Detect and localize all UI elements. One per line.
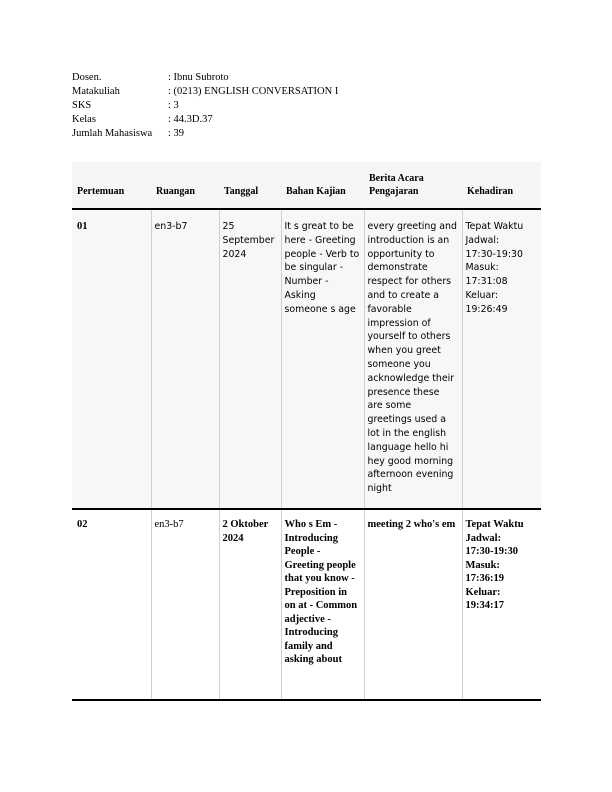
- cell-tanggal: 25 September 2024: [219, 216, 281, 509]
- kehadiran-status: Tepat Waktu: [465, 519, 524, 530]
- cell-tanggal: 2 Oktober 2024: [219, 509, 281, 700]
- table-header-row: [72, 162, 541, 209]
- kelas-label: Kelas: [72, 114, 96, 125]
- kehadiran-jadwal-value: 17:30-19:30: [465, 546, 518, 557]
- cell-pertemuan: 02: [72, 509, 151, 700]
- table-row: [72, 216, 541, 509]
- dosen-value: : Ibnu Subroto: [168, 72, 229, 83]
- cell-bahan-kajian: Who s Em - Introducing People - Greeting people that you know - Preposition in on at - Common adjective - Introducing family and asking about: [281, 509, 364, 700]
- cell-berita-acara: every greeting and introduction is an opportunity to demonstrate respect for others and to create a favorable impression of yourself to others when you greet someone you acknowledge their presence these are some greetings used a lot in the english language hello hi hey good morning afternoon evening night: [364, 216, 462, 509]
- header-ruangan: Ruangan: [151, 162, 219, 209]
- kehadiran-masuk-label: Masuk:: [465, 559, 500, 571]
- kehadiran-keluar-label: Keluar:: [465, 289, 499, 301]
- kelas-value: : 44.3D.37: [168, 114, 213, 125]
- cell-pertemuan: 01: [72, 216, 151, 509]
- info-sks: [72, 99, 338, 113]
- info-dosen: [72, 71, 338, 85]
- kehadiran-keluar-value: 19:34:17: [465, 600, 504, 611]
- cell-ruangan: en3-b7: [151, 509, 219, 700]
- kehadiran-masuk-value: 17:36:19: [465, 573, 504, 584]
- kehadiran-jadwal-label: Jadwal:: [465, 532, 502, 544]
- cell-berita-acara: meeting 2 who's em: [364, 509, 462, 700]
- info-jumlah-mahasiswa: [72, 127, 338, 141]
- kehadiran-keluar-label: Keluar:: [465, 586, 501, 598]
- kehadiran-keluar-value: 19:26:49: [465, 303, 508, 315]
- header-berita-acara: Berita Acara Pengajaran: [364, 162, 462, 209]
- matakuliah-value: : (0213) ENGLISH CONVERSATION I: [168, 86, 339, 97]
- cell-bahan-kajian: It s great to be here - Greeting people - Verb to be singular - Number - Asking someone s age: [281, 216, 364, 509]
- kehadiran-jadwal-value: 17:30-19:30: [465, 248, 523, 260]
- jumlah-value: : 39: [168, 128, 185, 139]
- sks-label: SKS: [72, 100, 92, 111]
- sks-value: : 3: [168, 100, 179, 111]
- kehadiran-masuk-value: 17:31:08: [465, 276, 508, 288]
- matakuliah-label: Matakuliah: [72, 86, 120, 97]
- header-kehadiran: Kehadiran: [462, 162, 541, 209]
- table-row: [72, 509, 541, 700]
- header-bahan-kajian: Bahan Kajian: [281, 162, 364, 209]
- attendance-table: [72, 162, 541, 701]
- jumlah-label: Jumlah Mahasiswa: [72, 128, 153, 139]
- cell-kehadiran: [462, 216, 541, 509]
- table-spacer: [72, 209, 541, 216]
- header-tanggal: Tanggal: [219, 162, 281, 209]
- course-info: [72, 71, 338, 141]
- info-matakuliah: [72, 85, 338, 99]
- kehadiran-masuk-label: Masuk:: [465, 262, 499, 274]
- cell-ruangan: en3-b7: [151, 216, 219, 509]
- header-pertemuan: Pertemuan: [72, 162, 151, 209]
- info-kelas: [72, 113, 338, 127]
- kehadiran-status: Tepat Waktu: [465, 221, 524, 232]
- cell-kehadiran: [462, 509, 541, 700]
- dosen-label: Dosen.: [72, 72, 102, 83]
- kehadiran-jadwal-label: Jadwal:: [465, 234, 500, 246]
